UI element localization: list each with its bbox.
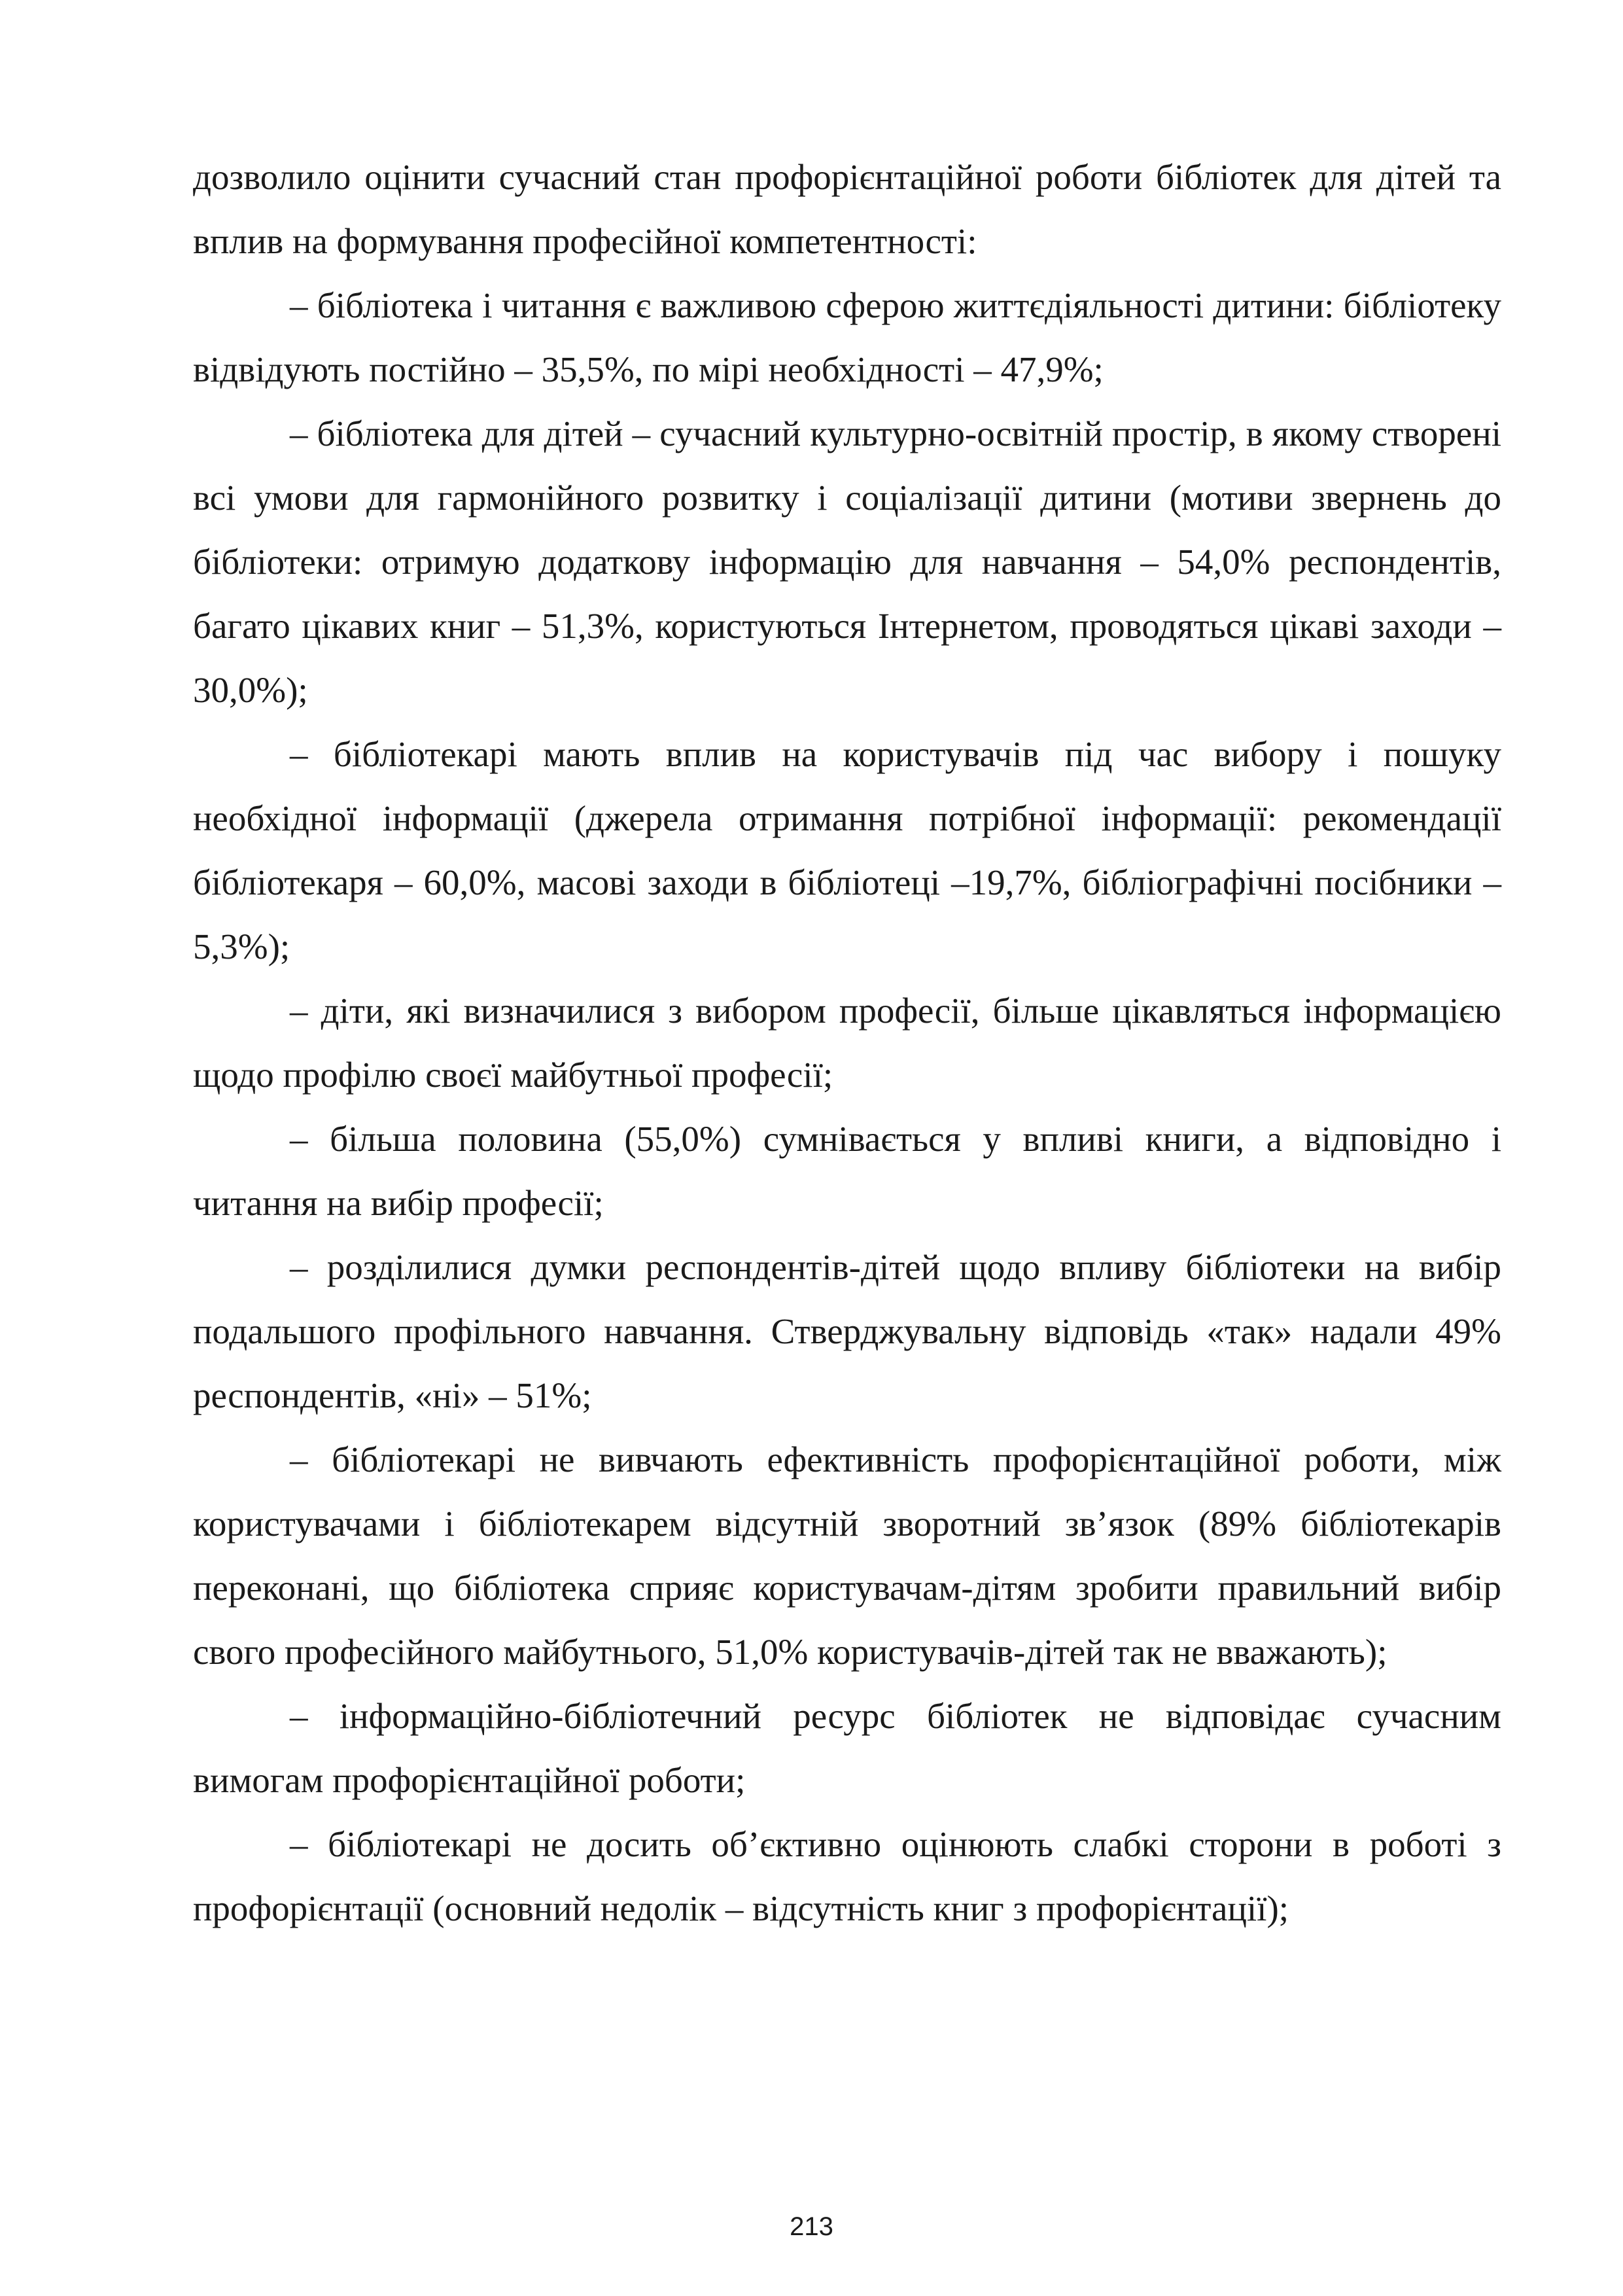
list-item-resource-mismatch: – інформаційно-бібліотечний ресурс бібліотек не відповідає сучасним вимогам профорієнтаційної роботи; xyxy=(193,1696,1501,1800)
list-item-opinions-split: – розділилися думки респондентів-дітей щодо впливу бібліотеки на вибір подальшого профільного навчання. Стверджувальну відповідь «так» надали 49% респондентів, «ні» – 51%; xyxy=(193,1247,1501,1415)
list-item-cultural-space: – бібліотека для дітей – сучасний культурно-освітній простір, в якому створені всі умови для гармонійного розвитку і соціалізації дитини (мотиви звернень до бібліотеки: отримую додаткову інформацію для навчання – 54,0% респондентів, багато цікавих книг – 51,3%, користуються Інтернетом, проводяться цікаві заходи – 30,0%); xyxy=(193,414,1501,710)
list-item-book-doubt: – більша половина (55,0%) сумнівається у впливі книги, а відповідно і читання на вибір професії; xyxy=(193,1119,1501,1223)
body-text xyxy=(193,145,1501,1941)
list-item-children-profession: – діти, які визначилися з вибором професії, більше цікавляться інформацією щодо профілю своєї майбутньої професії; xyxy=(193,991,1501,1095)
list-item-weak-sides: – бібліотекарі не досить об’єктивно оцінюють слабкі сторони в роботі з профорієнтації (основний недолік – відсутність книг з профорієнтації); xyxy=(193,1824,1501,1928)
paragraph-intro: дозволило оцінити сучасний стан профорієнтаційної роботи бібліотек для дітей та вплив на формування професійної компетентності: xyxy=(193,157,1501,261)
page-number: 213 xyxy=(790,2212,833,2241)
list-item-no-feedback: – бібліотекарі не вивчають ефективність профорієнтаційної роботи, між користувачами і бібліотекарем відсутній зворотний зв’язок (89% бібліотекарів переконані, що бібліотека сприяє користувачам-дітям зробити правильний вибір свого професійного майбутнього, 51,0% користувачів-дітей так не вважають); xyxy=(193,1439,1501,1672)
list-item-librarian-influence: – бібліотекарі мають вплив на користувачів під час вибору і пошуку необхідної інформації (джерела отримання потрібної інформації: рекомендації бібліотекаря – 60,0%, масові заходи в бібліотеці –19,7%, бібліографічні посібники – 5,3%); xyxy=(193,734,1501,966)
list-item-reading-sphere: – бібліотека і читання є важливою сферою життєдіяльності дитини: бібліотеку відвідують постійно – 35,5%, по мірі необхідності – 47,9%; xyxy=(193,285,1501,389)
